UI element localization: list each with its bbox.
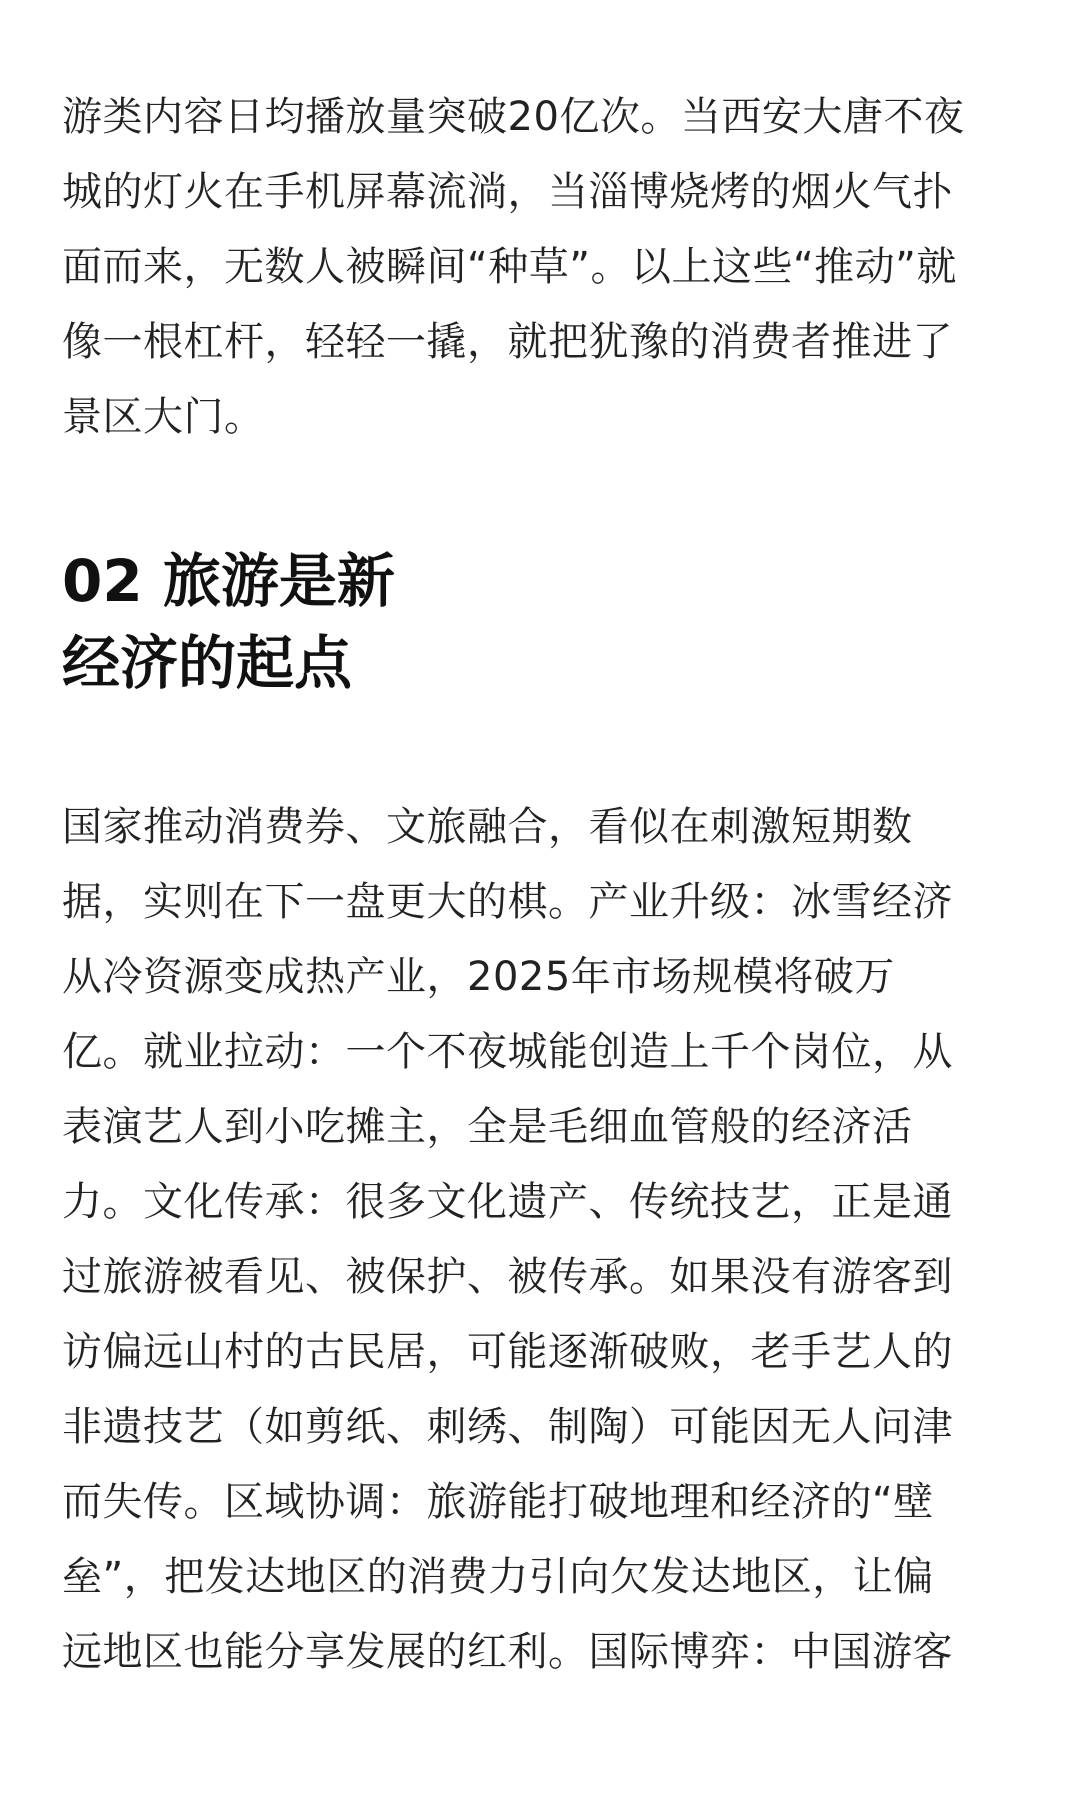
paragraph-line: 城的灯火在手机屏幕流淌，当淄博烧烤的烟火气扑 xyxy=(62,169,953,215)
section-heading-line: 02 旅游是新 xyxy=(62,547,395,615)
paragraph-line: 亿。就业拉动：一个不夜城能创造上千个岗位，从 xyxy=(62,1029,953,1075)
paragraph-line: 力。文化传承：很多文化遗产、传统技艺，正是通 xyxy=(62,1179,953,1225)
paragraph-line: 过旅游被看见、被保护、被传承。如果没有游客到 xyxy=(62,1254,953,1300)
paragraph-line: 垒”，把发达地区的消费力引向欠发达地区，让偏 xyxy=(62,1554,934,1600)
paragraph-line: 而失传。区域协调：旅游能打破地理和经济的“壁 xyxy=(62,1479,934,1525)
paragraph-line: 远地区也能分享发展的红利。国际博弈：中国游客 xyxy=(62,1629,953,1675)
paragraph-line: 像一根杠杆，轻轻一撬，就把犹豫的消费者推进了 xyxy=(62,319,953,365)
paragraph-line: 游类内容日均播放量突破20亿次。当西安大唐不夜 xyxy=(62,94,965,140)
paragraph-intro xyxy=(62,80,964,455)
paragraph-line: 非遗技艺（如剪纸、刺绣、制陶）可能因无人问津 xyxy=(62,1404,953,1450)
paragraph-line: 国家推动消费券、文旅融合，看似在刺激短期数 xyxy=(62,804,913,850)
paragraph-line: 面而来，无数人被瞬间“种草”。以上这些“推动”就 xyxy=(62,244,957,290)
section-heading xyxy=(62,540,395,704)
paragraph-economy xyxy=(62,790,953,1690)
paragraph-line: 从冷资源变成热产业，2025年市场规模将破万 xyxy=(62,954,895,1000)
paragraph-line: 据，实则在下一盘更大的棋。产业升级：冰雪经济 xyxy=(62,879,953,925)
paragraph-line: 访偏远山村的古民居，可能逐渐破败，老手艺人的 xyxy=(62,1329,953,1375)
paragraph-line: 表演艺人到小吃摊主，全是毛细血管般的经济活 xyxy=(62,1104,913,1150)
paragraph-line: 景区大门。 xyxy=(62,394,265,440)
section-heading-line: 经济的起点 xyxy=(62,629,353,697)
